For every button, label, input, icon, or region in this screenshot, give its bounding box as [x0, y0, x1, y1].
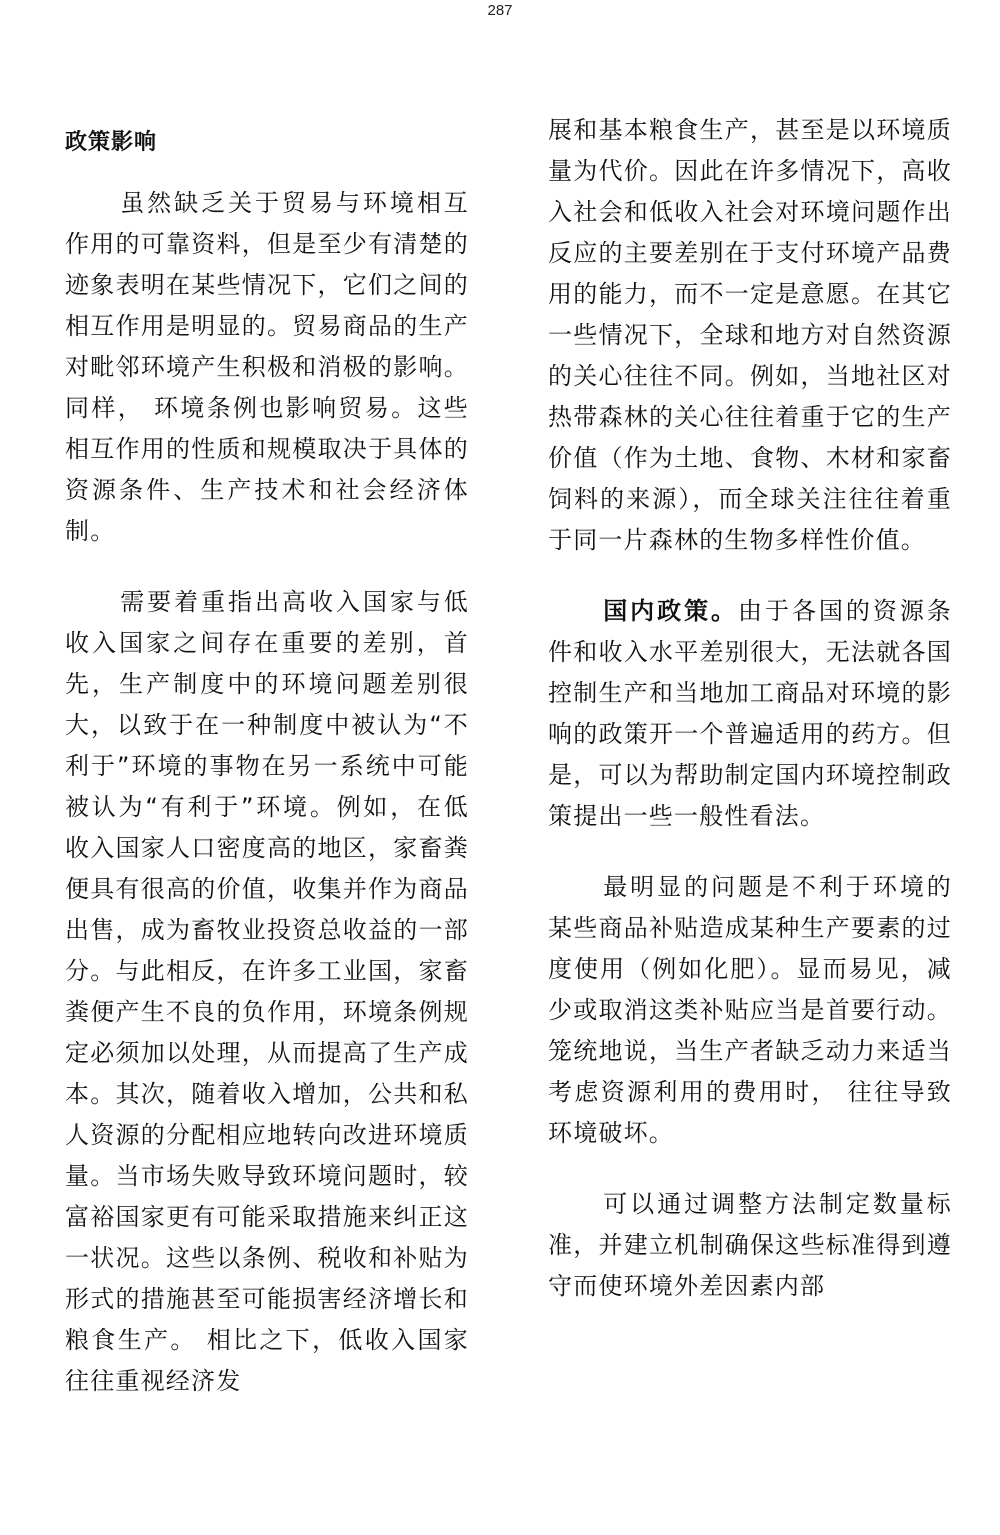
right-column	[548, 110, 952, 1337]
domestic-policy-text: 由于各国的资源条件和收入水平差别很大，无法就各国控制生产和当地加工商品对环境的影响的政策开一个普遍适用的药方。但是，可以为帮助制定国内环境控制政策提出一些一般性看法。	[548, 597, 952, 830]
paragraph-income-differences: 需要着重指出高收入国家与低收入国家之间存在重要的差别，首先，生产制度中的环境问题差别很大，以致于在一种制度中被认为“不利于”环境的事物在另一系统中可能被认为“有利于”环境。例如，在低收入国家人口密度高的地区，家畜粪便具有很高的价值，收集并作为商品出售，成为畜牧业投资总收益的一部分。与此相反，在许多工业国，家畜粪便产生不良的负作用，环境条例规定必须加以处理，从而提高了生产成本。其次，随着收入增加，公共和私人资源的分配相应地转向改进环境质量。当市场失败导致环境问题时，较富裕国家更有可能采取措施来纠正这一状况。这些以条例、税收和补贴为形式的措施甚至可能损害经济增长和粮食生产。 相比之下，低收入国家往往重视经济发	[65, 588, 469, 1395]
left-column	[65, 110, 469, 1432]
section-heading: 政策影响	[65, 130, 158, 155]
paragraph-subsidies: 最明显的问题是不利于环境的某些商品补贴造成某种生产要素的过度使用（例如化肥）。显而易见，减少或取消这类补贴应当是首要行动。笼统地说，当生产者缺乏动力来适当考虑资源利用的费用时， 往往导致环境破坏。	[548, 873, 952, 1147]
domestic-policy-lead: 国内政策。	[603, 597, 739, 625]
page-number: 287	[487, 2, 513, 19]
paragraph-standards: 可以通过调整方法制定数量标准，并建立机制确保这些标准得到遵守而使环境外差因素内部	[548, 1190, 952, 1300]
paragraph-trade-environment: 虽然缺乏关于贸易与环境相互作用的可靠资料，但是至少有清楚的迹象表明在某些情况下，它们之间的相互作用是明显的。贸易商品的生产对毗邻环境产生积极和消极的影响。 同样， 环境条例也影响贸易。这些相互作用的性质和规模取决于具体的资源条件、生产技术和社会经济体制。	[65, 189, 469, 545]
paragraph-continued: 展和基本粮食生产，甚至是以环境质量为代价。因此在许多情况下，高收入社会和低收入社会对环境问题作出反应的主要差别在于支付环境产品费用的能力，而不一定是意愿。在其它一些情况下，全球和地方对自然资源的关心往往不同。例如，当地社区对热带森林的关心往往着重于它的生产价值（作为土地、食物、木材和家畜饲料的来源），而全球关注往往着重于同一片森林的生物多样性价值。	[548, 116, 952, 554]
paragraph-domestic-policy	[548, 591, 952, 837]
